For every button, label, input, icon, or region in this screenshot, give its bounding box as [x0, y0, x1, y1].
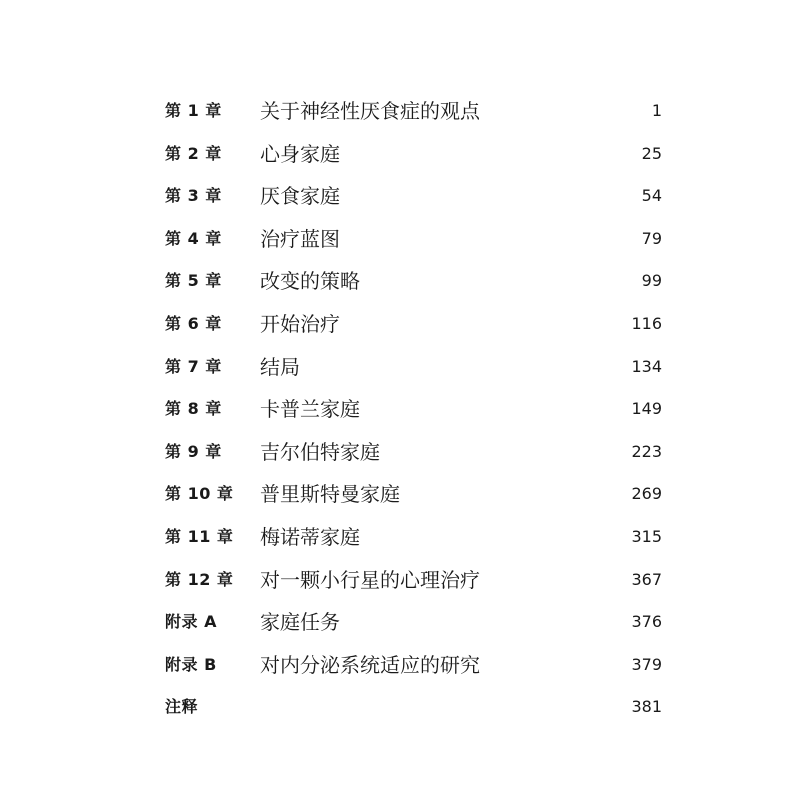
toc-entry-title: 普里斯特曼家庭 [260, 482, 400, 507]
toc-entry-label: 附录 B [165, 654, 217, 674]
toc-entry-appendix-b[interactable] [165, 644, 665, 687]
toc-entry-page: 134 [631, 356, 662, 376]
toc-entry-label: 附录 A [165, 612, 217, 632]
toc-entry-label: 第 3 章 [165, 186, 222, 206]
toc-entry-label: 第 5 章 [165, 271, 222, 291]
toc-entry-chapter-11[interactable] [165, 516, 665, 559]
toc-entry-title: 关于神经性厌食症的观点 [260, 99, 480, 123]
toc-entry-page: 269 [631, 484, 662, 504]
toc-entry-title: 治疗蓝图 [260, 226, 340, 251]
toc-entry-title: 对内分泌系统适应的研究 [260, 652, 480, 677]
toc-entry-chapter-6[interactable] [165, 303, 665, 346]
toc-entry-notes[interactable] [165, 686, 665, 729]
toc-entry-page: 116 [631, 313, 662, 333]
toc-entry-page: 367 [631, 569, 662, 589]
toc-entry-chapter-8[interactable] [165, 388, 665, 431]
toc-entry-chapter-12[interactable] [165, 559, 665, 602]
toc-entry-appendix-a[interactable] [165, 601, 665, 644]
toc-entry-label: 第 4 章 [165, 228, 222, 248]
toc-entry-page: 54 [641, 186, 662, 206]
toc-entry-page: 149 [631, 399, 662, 419]
toc-entry-title: 开始治疗 [260, 311, 340, 336]
toc-entry-label: 第 12 章 [165, 569, 234, 589]
toc-entry-label: 第 6 章 [165, 313, 222, 333]
toc-entry-chapter-5[interactable] [165, 260, 665, 303]
toc-entry-label: 第 10 章 [165, 484, 234, 504]
toc-entry-chapter-2[interactable] [165, 133, 665, 176]
toc-entry-title: 厌食家庭 [260, 184, 340, 209]
toc-entry-title: 家庭任务 [260, 610, 340, 635]
toc-entry-title: 改变的策略 [260, 269, 360, 294]
table-of-contents [165, 90, 665, 729]
toc-entry-title: 梅诺蒂家庭 [260, 524, 360, 549]
toc-entry-title: 对一颗小行星的心理治疗 [260, 567, 480, 592]
toc-entry-page: 381 [631, 697, 662, 717]
toc-entry-chapter-7[interactable] [165, 346, 665, 389]
toc-entry-chapter-3[interactable] [165, 175, 665, 218]
toc-entry-page: 79 [641, 228, 662, 248]
toc-entry-label: 第 1 章 [165, 101, 222, 120]
toc-entry-label: 第 7 章 [165, 356, 222, 376]
toc-entry-title: 心身家庭 [260, 141, 340, 166]
toc-entry-page: 25 [641, 143, 662, 163]
toc-entry-label: 第 9 章 [165, 441, 222, 461]
toc-entry-page: 1 [651, 101, 662, 120]
toc-entry-label: 第 8 章 [165, 399, 222, 419]
toc-entry-title: 卡普兰家庭 [260, 397, 360, 422]
toc-entry-chapter-4[interactable] [165, 218, 665, 261]
toc-entry-title: 吉尔伯特家庭 [260, 439, 380, 464]
toc-entry-page: 376 [631, 612, 662, 632]
toc-entry-title: 结局 [260, 354, 300, 379]
toc-entry-chapter-9[interactable] [165, 431, 665, 474]
toc-entry-chapter-1[interactable] [165, 90, 665, 133]
toc-entry-label: 注释 [165, 697, 199, 717]
toc-entry-page: 379 [631, 654, 662, 674]
toc-entry-page: 99 [641, 271, 662, 291]
toc-entry-page: 223 [631, 441, 662, 461]
toc-entry-label: 第 11 章 [165, 526, 234, 546]
toc-entry-page: 315 [631, 526, 662, 546]
toc-entry-chapter-10[interactable] [165, 473, 665, 516]
toc-entry-label: 第 2 章 [165, 143, 222, 163]
